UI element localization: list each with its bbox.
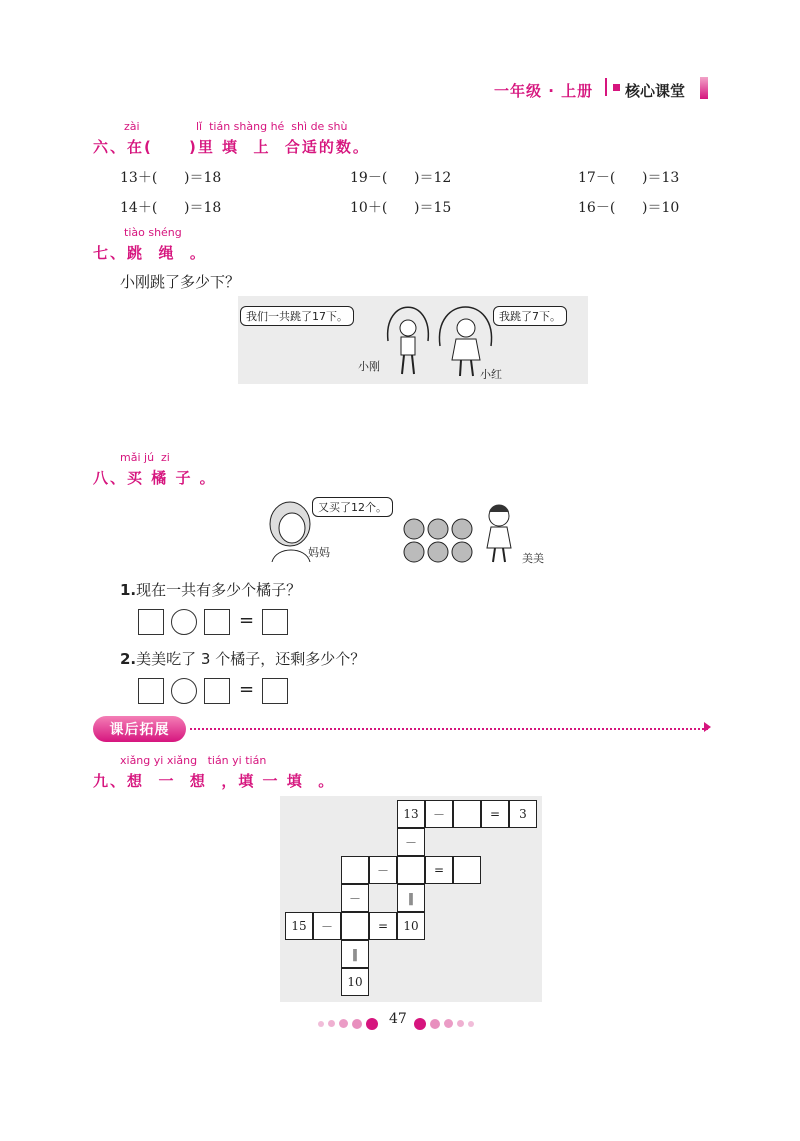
puzzle-cell: － — [313, 912, 341, 940]
puzzle-cell: = — [481, 800, 509, 828]
question-1-number: 1. — [120, 581, 137, 599]
equation: 10＋( )＝15 — [350, 200, 452, 216]
speech-bubble-girl: 我跳了7下。 — [493, 306, 567, 326]
header-separator — [605, 78, 607, 96]
puzzle-cell: ‖ — [341, 940, 369, 968]
footer-dots-right — [414, 1013, 478, 1032]
section8-pinyin: mǎi jú zi — [120, 451, 170, 464]
name-xiaohong: 小红 — [480, 368, 502, 381]
answer-box[interactable] — [262, 678, 288, 704]
header-core-class: 核心课堂 — [625, 82, 686, 100]
answer-box[interactable] — [204, 678, 230, 704]
puzzle-cell: 15 — [285, 912, 313, 940]
girl-meimei-icon — [482, 502, 516, 564]
section7-title: 七、跳 绳 。 — [93, 244, 207, 262]
answer-box[interactable] — [204, 609, 230, 635]
jump-rope-illustration — [238, 296, 588, 384]
question-2-number: 2. — [120, 650, 137, 668]
puzzle-cell: 3 — [509, 800, 537, 828]
puzzle-cell: = — [369, 912, 397, 940]
equation: 19－( )＝12 — [350, 170, 452, 186]
section9-title: 九、想 一 想 ，填 一 填 。 — [93, 772, 336, 790]
answer-box[interactable] — [138, 609, 164, 635]
footer-dots-left — [318, 1013, 382, 1032]
puzzle-cell: = — [425, 856, 453, 884]
question-2-text: 美美吃了 3 个橘子，还剩多少个？ — [136, 650, 366, 668]
section9-pinyin: xiǎng yi xiǎng tián yi tián — [120, 754, 267, 767]
puzzle-blank-cell[interactable] — [453, 856, 481, 884]
name-mama: 妈妈 — [308, 546, 330, 559]
equation: 16－( )＝10 — [578, 200, 680, 216]
section6-pinyin-zai: zài — [124, 120, 140, 133]
name-meimei: 美美 — [522, 552, 544, 565]
puzzle-cell: － — [341, 884, 369, 912]
question-1-text: 现在一共有多少个橘子？ — [136, 581, 302, 599]
number-crossword-puzzle — [280, 796, 542, 1002]
puzzle-blank-cell[interactable] — [453, 800, 481, 828]
puzzle-blank-cell[interactable] — [341, 912, 369, 940]
puzzle-cell: 13 — [397, 800, 425, 828]
extension-badge: 课后拓展 — [93, 716, 186, 742]
puzzle-cell: － — [397, 828, 425, 856]
puzzle-blank-cell[interactable] — [397, 856, 425, 884]
header-square-icon — [613, 84, 620, 91]
puzzle-blank-cell[interactable] — [341, 856, 369, 884]
oranges-icon — [402, 518, 478, 564]
answer-box[interactable] — [138, 678, 164, 704]
book-grade-title: 一年级 · 上册 — [494, 82, 594, 100]
section6-title: 六、在( )里 填 上 合适的数。 — [93, 138, 370, 156]
arrow-right-icon — [704, 722, 711, 732]
equation: 14＋( )＝18 — [120, 200, 222, 216]
puzzle-cell: 10 — [397, 912, 425, 940]
extension-dotted-line — [190, 728, 708, 730]
name-xiaogang: 小刚 — [358, 360, 380, 373]
puzzle-cell: ‖ — [397, 884, 425, 912]
puzzle-cell: － — [369, 856, 397, 884]
speech-bubble-boy: 我们一共跳了17下。 — [240, 306, 354, 326]
operator-circle[interactable] — [171, 609, 197, 635]
question-1 — [120, 579, 301, 600]
children-jumping-rope-icon — [378, 296, 538, 384]
header-color-bar — [700, 77, 708, 99]
page-number: 47 — [389, 1011, 407, 1027]
section7-pinyin: tiào shéng — [124, 226, 182, 239]
section6-pinyin: lǐ tián shàng hé shì de shù — [196, 120, 348, 133]
puzzle-cell: － — [425, 800, 453, 828]
speech-bubble-mother: 又买了12个。 — [312, 497, 393, 517]
section8-title: 八、买 橘 子 。 — [93, 469, 217, 487]
equals-sign: = — [239, 679, 255, 700]
operator-circle[interactable] — [171, 678, 197, 704]
question-2 — [120, 648, 365, 669]
equals-sign: = — [239, 610, 255, 631]
equation: 17－( )＝13 — [578, 170, 680, 186]
answer-box[interactable] — [262, 609, 288, 635]
equation: 13＋( )＝18 — [120, 170, 222, 186]
section7-question: 小刚跳了多少下？ — [120, 273, 241, 291]
puzzle-cell: 10 — [341, 968, 369, 996]
buy-oranges-illustration — [260, 494, 550, 568]
